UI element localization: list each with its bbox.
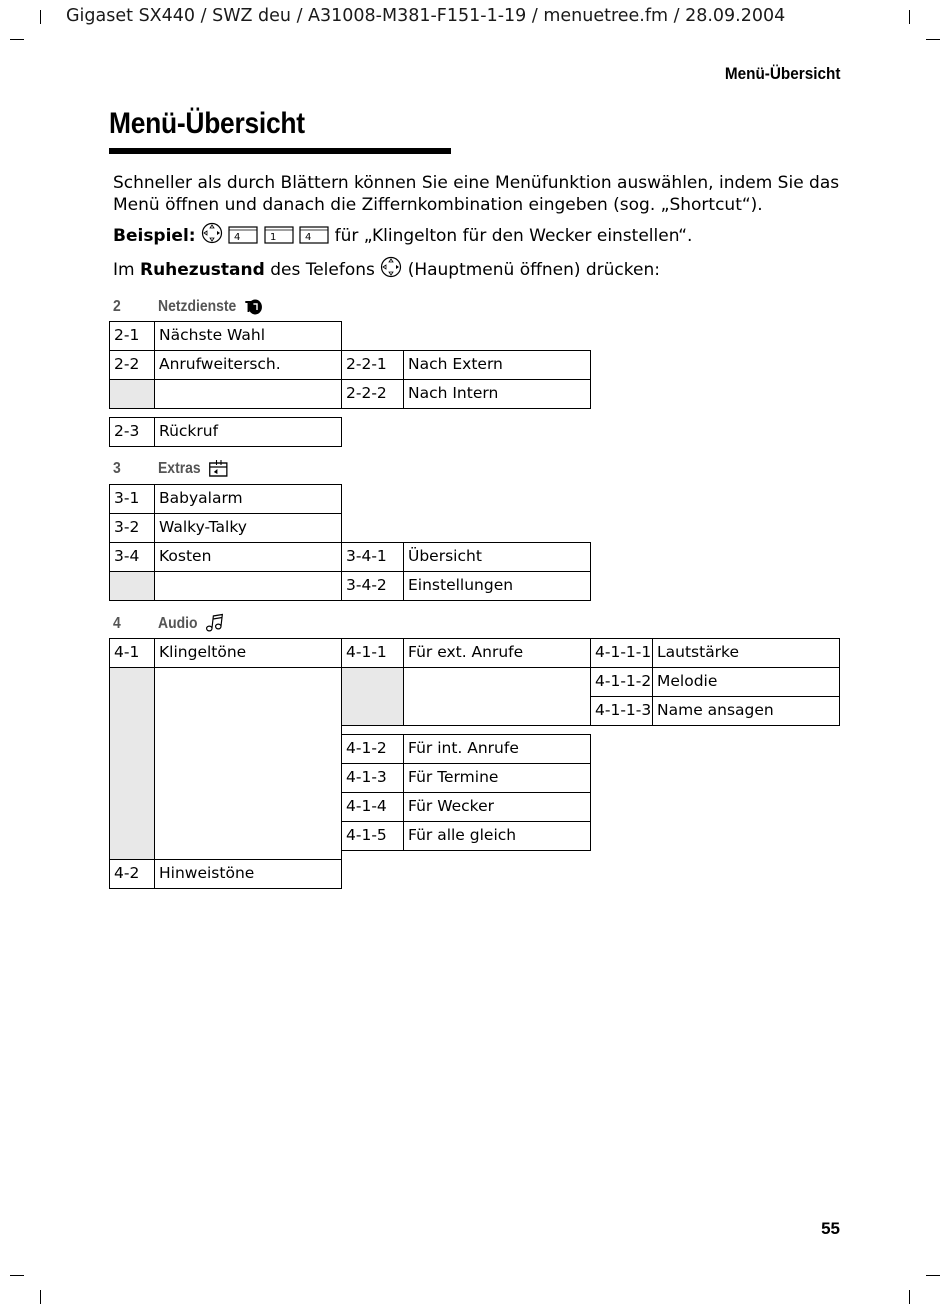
menu-code-cell: 2-2-2 [341, 379, 404, 409]
menu-item-cell: Für Wecker [403, 792, 591, 822]
menu-code-cell: 2-2 [109, 350, 155, 380]
menu-code-cell: 4-1-2 [341, 734, 404, 764]
menu-spacer-cell [154, 667, 342, 860]
section-heading-audio: 4 Audio [113, 613, 225, 633]
menu-item-cell: Name ansagen [652, 696, 840, 726]
crop-mark [40, 1290, 41, 1304]
menu-code-cell: 4-1-1-3 [590, 696, 653, 726]
menu-code-cell: 3-4-2 [341, 571, 404, 601]
menu-spacer-cell [154, 379, 342, 409]
digit-key-icon [264, 226, 294, 250]
menu-spacer-cell [403, 667, 591, 726]
page-title: Menü-Übersicht [109, 107, 305, 140]
example-text: für „Klingelton für den Wecker einstellen“. [334, 226, 693, 246]
example-line [113, 222, 692, 250]
extras-icon [208, 459, 228, 478]
menu-item-cell: Kosten [154, 542, 342, 572]
crop-mark [10, 1275, 24, 1276]
menu-spacer-cell [109, 379, 155, 409]
digit-key-icon [299, 226, 329, 250]
crop-mark [926, 39, 940, 40]
menu-spacer-cell [154, 571, 342, 601]
idle-instruction: Im Ruhezustand des Telefons (Hauptmenü öffnen) drücken: [113, 256, 660, 284]
menu-item-cell: Anrufweitersch. [154, 350, 342, 380]
menu-item-cell: Melodie [652, 667, 840, 697]
menu-code-cell: 4-1 [109, 638, 155, 668]
menu-item-cell: Für alle gleich [403, 821, 591, 851]
menu-item-cell: Hinweistöne [154, 859, 342, 889]
menu-item-cell: Übersicht [403, 542, 591, 572]
menu-spacer-cell [341, 667, 404, 726]
menu-code-cell: 3-4-1 [341, 542, 404, 572]
menu-item-cell: Walky-Talky [154, 513, 342, 543]
menu-code-cell: 4-2 [109, 859, 155, 889]
menu-item-cell: Nach Extern [403, 350, 591, 380]
menu-item-cell: Babyalarm [154, 484, 342, 514]
menu-item-cell: Nächste Wahl [154, 321, 342, 351]
menu-item-cell: Einstellungen [403, 571, 591, 601]
menu-item-cell: Für ext. Anrufe [403, 638, 591, 668]
menu-code-cell: 4-1-3 [341, 763, 404, 793]
menu-item-cell: Rückruf [154, 417, 342, 447]
menu-item-cell: Lautstärke [652, 638, 840, 668]
section-heading-extras: 3 Extras [113, 459, 228, 478]
menu-code-cell: 4-1-4 [341, 792, 404, 822]
navigation-key-icon [201, 222, 223, 250]
menu-code-cell: 2-3 [109, 417, 155, 447]
key-digit: 4 [234, 232, 241, 243]
menu-item-cell: Klingeltöne [154, 638, 342, 668]
menu-code-cell: 2-1 [109, 321, 155, 351]
key-digit: 4 [305, 232, 312, 243]
example-label: Beispiel: [113, 226, 196, 246]
menu-code-cell: 2-2-1 [341, 350, 404, 380]
navigation-key-icon [380, 256, 402, 284]
key-digit: 1 [269, 232, 277, 243]
menu-item-cell: Nach Intern [403, 379, 591, 409]
running-head: Menü-Übersicht [724, 64, 840, 83]
intro-line-2: Menü öffnen und danach die Ziffernkombination eingeben (sog. „Shortcut“). [113, 195, 763, 215]
menu-code-cell: 4-1-1-1 [590, 638, 653, 668]
menu-code-cell: 3-2 [109, 513, 155, 543]
menu-code-cell: 4-1-1 [341, 638, 404, 668]
menu-item-cell: Für Termine [403, 763, 591, 793]
page-number: 55 [821, 1219, 840, 1238]
menu-spacer-cell [109, 571, 155, 601]
menu-code-cell: 4-1-1-2 [590, 667, 653, 697]
digit-key-icon [228, 226, 258, 250]
menu-code-cell: 3-4 [109, 542, 155, 572]
document-meta-line: Gigaset SX440 / SWZ deu / A31008-M381-F151-1-19 / menuetree.fm / 28.09.2004 [66, 6, 786, 26]
network-services-icon [244, 296, 264, 316]
menu-item-cell: Für int. Anrufe [403, 734, 591, 764]
intro-line-1: Schneller als durch Blättern können Sie eine Menüfunktion auswählen, indem Sie das [113, 173, 840, 193]
crop-mark [926, 1275, 940, 1276]
menu-code-cell: 3-1 [109, 484, 155, 514]
title-rule [109, 148, 451, 154]
crop-mark [909, 1290, 910, 1304]
music-note-icon [205, 613, 225, 633]
section-heading-netzdienste: 2 Netzdienste [113, 296, 264, 316]
crop-mark [909, 10, 910, 24]
crop-mark [10, 39, 24, 40]
menu-spacer-cell [109, 667, 155, 860]
menu-code-cell: 4-1-5 [341, 821, 404, 851]
crop-mark [40, 10, 41, 24]
